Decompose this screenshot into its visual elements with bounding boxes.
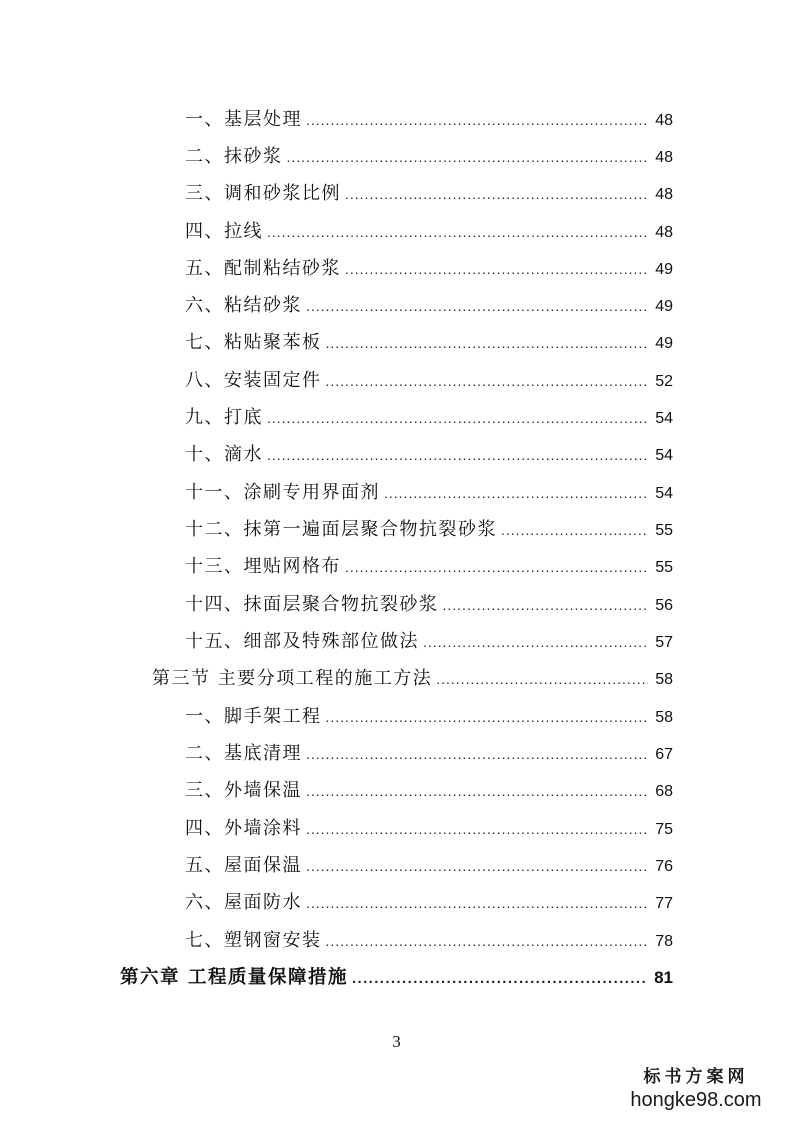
toc-entry-page: 67	[655, 746, 673, 763]
toc-entry-title: 三、外墙保温	[185, 780, 302, 801]
toc-entry[interactable]	[185, 145, 673, 169]
toc-entry-title: 第六章 工程质量保障措施	[120, 967, 348, 988]
toc-dot-leader	[345, 182, 648, 206]
toc-chapter-entry[interactable]	[120, 966, 673, 990]
toc-entry-title: 一、基层处理	[185, 109, 302, 130]
toc-entry-page: 54	[655, 447, 673, 464]
toc-entry[interactable]	[185, 779, 673, 803]
toc-dot-leader	[306, 742, 648, 766]
toc-entry[interactable]	[185, 481, 673, 505]
toc-entry[interactable]	[185, 182, 673, 206]
toc-entry[interactable]	[185, 331, 673, 355]
toc-dot-leader	[501, 518, 648, 542]
toc-entry[interactable]	[185, 929, 673, 953]
toc-entry[interactable]	[185, 705, 673, 729]
toc-entry[interactable]	[185, 369, 673, 393]
toc-entry-page: 52	[655, 373, 673, 390]
toc-entry-title: 十四、抹面层聚合物抗裂砂浆	[185, 594, 439, 615]
toc-dot-leader	[436, 667, 648, 691]
page-number: 3	[392, 1032, 401, 1051]
toc-entry-page: 54	[655, 485, 673, 502]
toc-entry-page: 68	[655, 783, 673, 800]
toc-entry-title: 六、屋面防水	[185, 892, 302, 913]
toc-entry-title: 四、外墙涂料	[185, 818, 302, 839]
toc-entry-title: 五、配制粘结砂浆	[185, 258, 341, 279]
toc-dot-leader	[326, 705, 649, 729]
toc-dot-leader	[345, 555, 648, 579]
watermark	[621, 1066, 771, 1112]
toc-dot-leader	[306, 108, 648, 132]
toc-dot-leader	[287, 145, 649, 169]
toc-entry-title: 十五、细部及特殊部位做法	[185, 631, 419, 652]
toc-entry-title: 十二、抹第一遍面层聚合物抗裂砂浆	[185, 519, 497, 540]
toc-entry[interactable]	[185, 630, 673, 654]
toc-entry-page: 57	[655, 634, 673, 651]
toc-dot-leader	[384, 481, 648, 505]
toc-entry-page: 54	[655, 410, 673, 427]
toc-section-entry[interactable]	[152, 667, 673, 691]
toc-dot-leader	[443, 593, 649, 617]
toc-entry[interactable]	[185, 294, 673, 318]
toc-dot-leader	[306, 779, 648, 803]
toc-entry-title: 十三、埋贴网格布	[185, 556, 341, 577]
toc-entry-title: 二、基底清理	[185, 743, 302, 764]
toc-entry-title: 十一、涂刷专用界面剂	[185, 482, 380, 503]
toc-entry[interactable]	[185, 443, 673, 467]
toc-entry-page: 48	[655, 224, 673, 241]
toc-entry-page: 58	[655, 671, 673, 688]
toc-entry-title: 二、抹砂浆	[185, 146, 283, 167]
toc-entry-page: 48	[655, 112, 673, 129]
toc-entry-title: 五、屋面保温	[185, 855, 302, 876]
toc-entry[interactable]	[185, 817, 673, 841]
toc-entry[interactable]	[185, 742, 673, 766]
toc-dot-leader	[267, 443, 648, 467]
toc-entry[interactable]	[185, 220, 673, 244]
toc-entry-title: 九、打底	[185, 407, 263, 428]
toc-entry-title: 三、调和砂浆比例	[185, 183, 341, 204]
toc-entry-title: 十、滴水	[185, 444, 263, 465]
toc-dot-leader	[326, 331, 649, 355]
toc-entry-page: 48	[655, 186, 673, 203]
toc-dot-leader	[352, 967, 648, 991]
toc-dot-leader	[306, 891, 648, 915]
toc-entry-page: 81	[654, 968, 673, 987]
toc-entry[interactable]	[185, 257, 673, 281]
toc-entry[interactable]	[185, 854, 673, 878]
toc-entry[interactable]	[185, 518, 673, 542]
toc-entry-page: 55	[655, 559, 673, 576]
toc-dot-leader	[267, 220, 648, 244]
toc-entry-page: 56	[655, 597, 673, 614]
toc-entry-page: 77	[655, 895, 673, 912]
toc-dot-leader	[423, 630, 648, 654]
toc-entry-page: 78	[655, 933, 673, 950]
toc-entry-title: 七、塑钢窗安装	[185, 930, 322, 951]
toc-dot-leader	[345, 257, 648, 281]
toc-entry-page: 55	[655, 522, 673, 539]
watermark-name: 标书方案网	[643, 1067, 749, 1087]
toc-entry-page: 49	[655, 261, 673, 278]
toc-entry-page: 76	[655, 858, 673, 875]
toc-entry-title: 一、脚手架工程	[185, 706, 322, 727]
toc-dot-leader	[267, 406, 648, 430]
toc-entry-page: 49	[655, 335, 673, 352]
toc-entry-title: 八、安装固定件	[185, 370, 322, 391]
toc-entry-page: 48	[655, 149, 673, 166]
toc-entry-page: 58	[655, 709, 673, 726]
toc-entry[interactable]	[185, 593, 673, 617]
toc-dot-leader	[326, 929, 649, 953]
toc-entry-title: 第三节 主要分项工程的施工方法	[152, 668, 433, 689]
toc-entry-title: 四、拉线	[185, 221, 263, 242]
toc-entry-page: 75	[655, 821, 673, 838]
toc-dot-leader	[306, 854, 648, 878]
toc-entry[interactable]	[185, 555, 673, 579]
toc-entry-title: 七、粘贴聚苯板	[185, 332, 322, 353]
toc-dot-leader	[326, 369, 649, 393]
toc-entry-title: 六、粘结砂浆	[185, 295, 302, 316]
toc-entry[interactable]	[185, 406, 673, 430]
toc-entry[interactable]	[185, 891, 673, 915]
watermark-url: hongke98.com	[630, 1089, 762, 1111]
toc-entry[interactable]	[185, 108, 673, 132]
toc-dot-leader	[306, 294, 648, 318]
toc-dot-leader	[306, 817, 648, 841]
toc-entry-page: 49	[655, 298, 673, 315]
